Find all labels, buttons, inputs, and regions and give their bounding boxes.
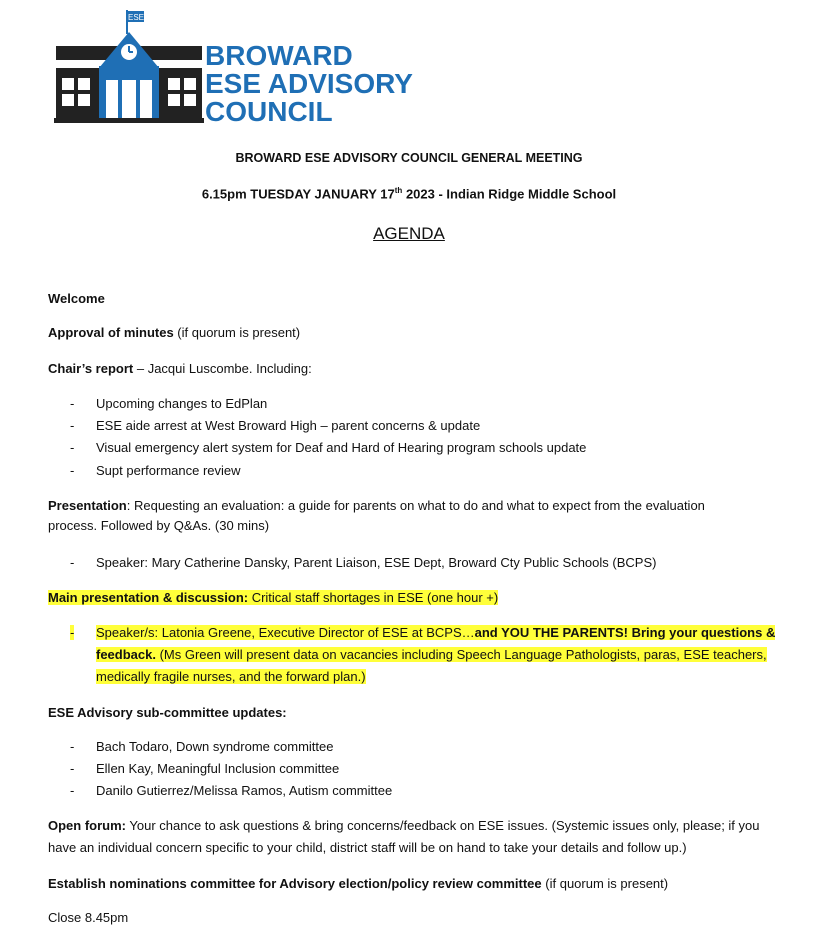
list-item: Bach Todaro, Down syndrome committee xyxy=(96,739,334,754)
logo-line-1: BROWARD xyxy=(205,40,353,71)
agenda-page: ESE BROWARD ESE ADVISORY COUNCIL BROWARD ESE ADVISORY COUNCIL GENERAL MEETING 6.15pm TUESDAY JANUARY 17th 2023 - Indian Ridge Middle School AGENDA Welcome Approval of minutes (if quorum is present) Chair’s report – Jacqui Luscombe. Including: - Upcoming changes to EdPlan - ESE aide arrest at West Broward High – parent concerns & update - Visual emergency alert system for Deaf and Hard of Hearing program schools update - Supt performance review Presentation: Requesting an evaluation: a guide for parents on what to do and what to expect from the evaluation process. Followed by Q&As. (30 mins) - Speaker: Mary Catherine Dansky, Parent Liaison, ESE Dept, Broward Cty Public Schools (BCPS) Main presentation & discussion: Critical staff shortages in ESE (one hour +) - Speaker/s: Latonia Greene, Executive Director of ESE at BCPS…and YOU THE PARENTS! Bring your questions & feedback. (Ms Green will present data on vacancies including Speech Language Pathologists, paras, ESE teachers, medically fragile nurses, and the forward plan.) ESE Advisory sub-committee updates: - Bach Todaro, Down syndrome committee - Ellen Kay, Meaningful Inclusion committee - Danilo Gutierrez/Melissa Ramos, Autism committee Open forum: Your chance to ask questions & bring concerns/feedback on ESE issues. (Systemic issues only, please; if you have an individual concern specific to your child, district staff will be on hand to take your details and follow up.) Establish nominations committee for Advisory election/policy review committee (if quorum is present) Close 8.45pm xyxy=(0,0,818,945)
agenda-heading: AGENDA xyxy=(373,224,445,243)
item-presentation: Presentation: Requesting an evaluation: a guide for parents on what to do and what to expect from the evaluation xyxy=(48,498,705,513)
logo-line-2: ESE ADVISORY xyxy=(205,68,413,99)
logo-flag-text: ESE xyxy=(127,13,145,22)
logo-wordmark xyxy=(205,42,413,126)
main-speaker-line-2: feedback. (Ms Green will present data on vacancies including Speech Language Pathologists, paras, ESE teachers, xyxy=(96,647,767,662)
list-item: Supt performance review xyxy=(96,463,241,478)
list-item: Speaker: Mary Catherine Dansky, Parent Liaison, ESE Dept, Broward Cty Public Schools (BCPS) xyxy=(96,555,657,570)
meeting-date: 6.15pm TUESDAY JANUARY 17th 2023 - Indian Ridge Middle School xyxy=(201,186,617,202)
list-item: Visual emergency alert system for Deaf and Hard of Hearing program schools update xyxy=(96,440,587,455)
logo-line-3: COUNCIL xyxy=(205,96,333,127)
list-item: Danilo Gutierrez/Melissa Ramos, Autism committee xyxy=(96,783,393,798)
list-item: Ellen Kay, Meaningful Inclusion committee xyxy=(96,761,340,776)
item-open-forum: Open forum: Your chance to ask questions & bring concerns/feedback on ESE issues. (Systemic issues only, please; if you xyxy=(48,818,760,833)
main-speaker-line-3: medically fragile nurses, and the forward plan.) xyxy=(96,669,366,684)
item-approval: Approval of minutes (if quorum is present) xyxy=(48,325,301,340)
council-logo xyxy=(54,8,414,133)
schoolhouse-icon xyxy=(54,8,204,133)
item-main-presentation: Main presentation & discussion: Critical staff shortages in ESE (one hour +) xyxy=(48,590,499,605)
list-item: Upcoming changes to EdPlan xyxy=(96,396,268,411)
main-speaker-line-1: Speaker/s: Latonia Greene, Executive Director of ESE at BCPS…and YOU THE PARENTS! Bring your questions & xyxy=(96,625,776,640)
list-item: ESE aide arrest at West Broward High – parent concerns & update xyxy=(96,418,481,433)
item-subcommittee-heading: ESE Advisory sub-committee updates: xyxy=(48,705,287,720)
item-welcome: Welcome xyxy=(48,291,105,306)
item-chair-report: Chair’s report – Jacqui Luscombe. Including: xyxy=(48,361,312,376)
item-presentation-cont: process. Followed by Q&As. (30 mins) xyxy=(48,518,270,533)
meeting-title: BROWARD ESE ADVISORY COUNCIL GENERAL MEETING xyxy=(235,151,583,165)
item-close: Close 8.45pm xyxy=(48,910,129,925)
item-open-forum-cont: have an individual concern specific to your child, district staff will be on hand to take your details and follow up.) xyxy=(48,840,687,855)
item-nominations: Establish nominations committee for Advisory election/policy review committee (if quorum is present) xyxy=(48,876,669,891)
